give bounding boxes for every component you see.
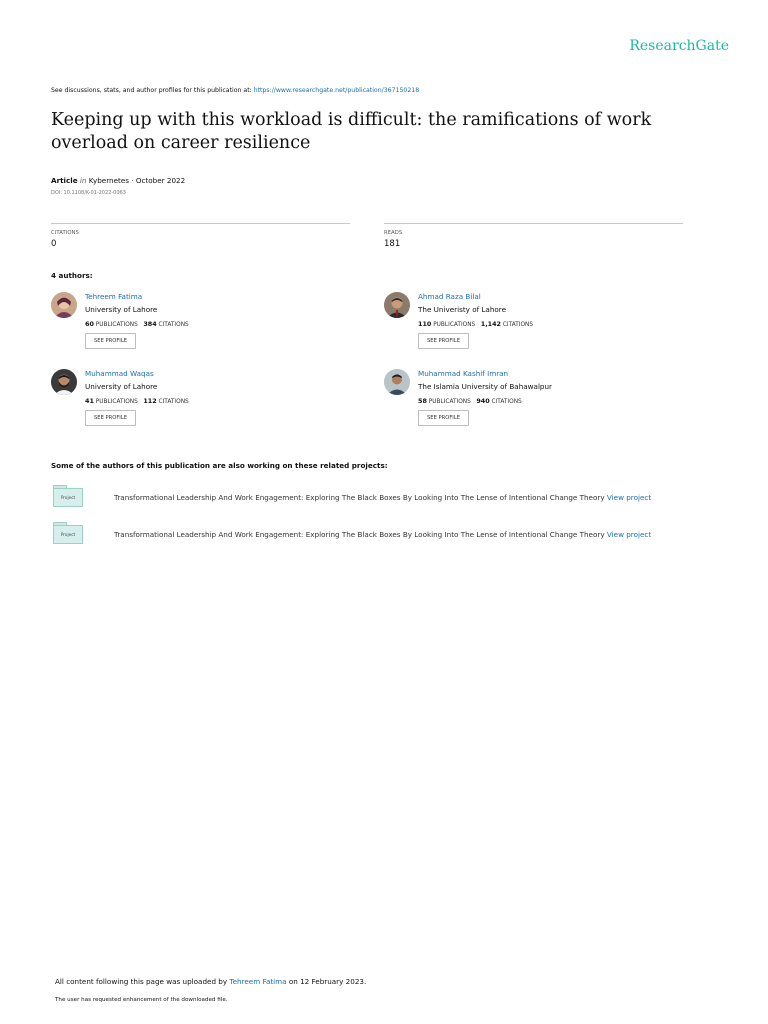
- project-row: [51, 522, 691, 548]
- publications-label: PUBLICATIONS: [428, 399, 471, 405]
- citations-label: CITATIONS: [502, 322, 534, 328]
- authors-heading: 4 authors:: [51, 271, 93, 280]
- author-institution: University of Lahore: [85, 305, 158, 314]
- in-word: in: [79, 176, 87, 185]
- author-institution: The Islamia University of Bahawalpur: [418, 382, 553, 391]
- publications-count: 60: [85, 320, 94, 328]
- avatar-photo-icon: [51, 369, 77, 395]
- citations-label: CITATIONS: [51, 230, 79, 236]
- publication-meta: [51, 176, 185, 185]
- upload-notice: [55, 977, 366, 986]
- author-card: [51, 369, 351, 439]
- project-folder-icon: [53, 522, 83, 544]
- upload-suffix: on 12 February 2023.: [288, 977, 367, 986]
- avatar-photo-icon: [384, 369, 410, 395]
- author-name-link[interactable]: Muhammad Waqas: [85, 369, 154, 378]
- avatar[interactable]: [384, 292, 410, 318]
- reads-divider: [384, 223, 683, 224]
- citations-count: 0: [51, 239, 57, 249]
- see-profile-button[interactable]: SEE PROFILE: [85, 410, 136, 426]
- project-row: [51, 485, 691, 511]
- view-project-link[interactable]: View project: [606, 493, 652, 502]
- publications-count: 110: [418, 320, 432, 328]
- avatar[interactable]: [384, 369, 410, 395]
- avatar-photo-icon: [384, 292, 410, 318]
- author-stats: [85, 397, 189, 405]
- reads-label: READS: [384, 230, 403, 236]
- upload-prefix: All content following this page was uploaded by: [55, 977, 228, 986]
- citations-count: 112: [143, 397, 157, 405]
- publications-label: PUBLICATIONS: [95, 399, 138, 405]
- discussions-line: [51, 87, 419, 94]
- publications-count: 58: [418, 397, 427, 405]
- see-profile-button[interactable]: SEE PROFILE: [85, 333, 136, 349]
- project-icon-label: Project: [60, 532, 76, 537]
- publications-label: PUBLICATIONS: [433, 322, 476, 328]
- see-profile-button[interactable]: SEE PROFILE: [418, 410, 469, 426]
- avatar[interactable]: [51, 292, 77, 318]
- journal-date[interactable]: Kybernetes · October 2022: [88, 176, 186, 185]
- author-card: [51, 292, 351, 362]
- article-type: Article: [51, 176, 78, 185]
- author-card: [384, 369, 684, 439]
- author-stats: [85, 320, 189, 328]
- author-institution: The Univeristy of Lahore: [418, 305, 506, 314]
- project-icon-label: Project: [60, 495, 76, 500]
- project-title-text: Transformational Leadership And Work Engagement: Exploring The Black Boxes By Looking Into The Lense of Intentional Change Theory: [114, 493, 605, 502]
- researchgate-logo[interactable]: ResearchGate: [629, 38, 729, 54]
- view-project-link[interactable]: View project: [606, 530, 652, 539]
- page-title: Keeping up with this workload is difficult: the ramifications of work overload on career resilience: [51, 110, 652, 153]
- citations-divider: [51, 223, 350, 224]
- publications-label: PUBLICATIONS: [95, 322, 138, 328]
- publication-url-link[interactable]: https://www.researchgate.net/publication/367150218: [253, 87, 420, 94]
- uploader-link[interactable]: Tehreem Fatima: [229, 977, 287, 986]
- author-name-link[interactable]: Tehreem Fatima: [85, 292, 143, 301]
- author-card: [384, 292, 684, 362]
- author-stats: [418, 320, 533, 328]
- author-name-link[interactable]: Ahmad Raza Bilal: [418, 292, 481, 301]
- author-institution: University of Lahore: [85, 382, 158, 391]
- author-name-link[interactable]: Muhammad Kashif Imran: [418, 369, 509, 378]
- discussions-prefix: See discussions, stats, and author profiles for this publication at:: [51, 87, 254, 94]
- citations-label: CITATIONS: [158, 322, 189, 328]
- project-title-text: Transformational Leadership And Work Engagement: Exploring The Black Boxes By Looking Into The Lense of Intentional Change Theory: [114, 530, 605, 539]
- avatar[interactable]: [51, 369, 77, 395]
- enhancement-note: The user has requested enhancement of the downloaded file.: [55, 997, 228, 1003]
- doi-text: DOI: 10.1108/K-01-2022-0063: [51, 190, 126, 196]
- citations-count: 384: [143, 320, 157, 328]
- avatar-photo-icon: [51, 292, 77, 318]
- reads-count: 181: [384, 239, 401, 249]
- citations-label: CITATIONS: [491, 399, 522, 405]
- publications-count: 41: [85, 397, 94, 405]
- see-profile-button[interactable]: SEE PROFILE: [418, 333, 469, 349]
- citations-count: 940: [476, 397, 490, 405]
- author-stats: [418, 397, 522, 405]
- citations-label: CITATIONS: [158, 399, 189, 405]
- project-title: [114, 493, 651, 502]
- related-projects-heading: Some of the authors of this publication are also working on these related projects:: [51, 461, 388, 470]
- project-folder-icon: [53, 485, 83, 507]
- citations-count: 1,142: [480, 320, 501, 328]
- project-title: [114, 530, 651, 539]
